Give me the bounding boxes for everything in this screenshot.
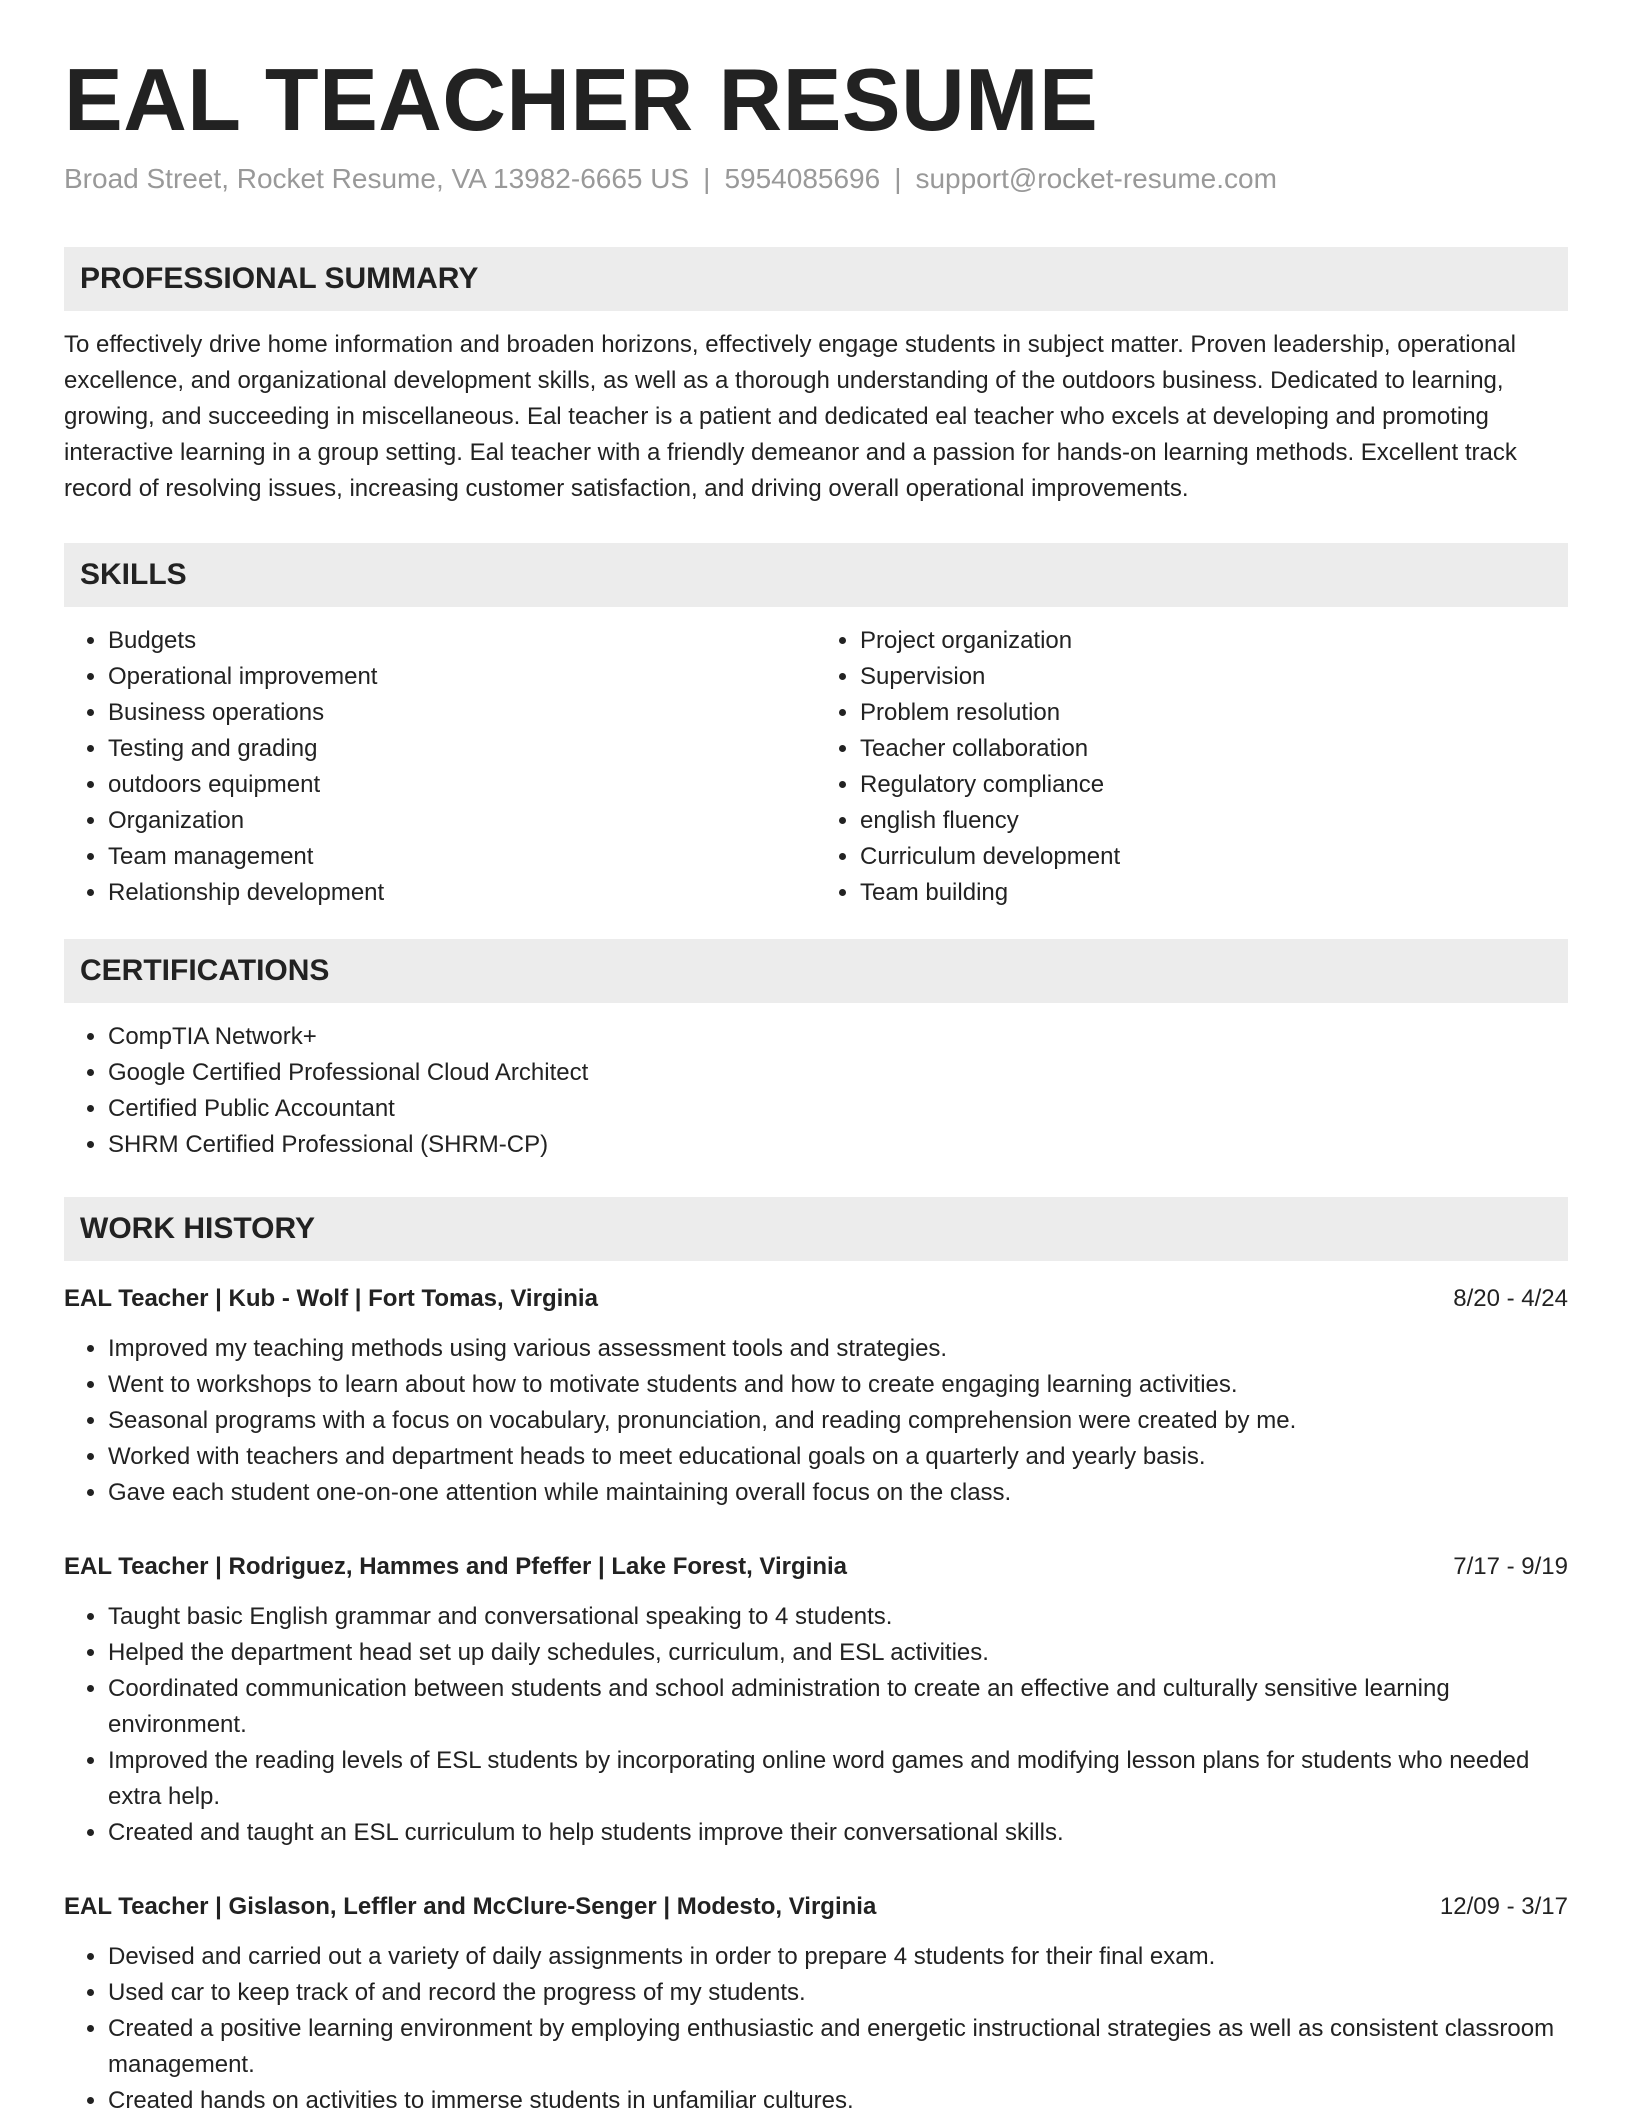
resume-title: EAL TEACHER RESUME (64, 50, 1099, 149)
job-title: EAL Teacher | Gislason, Leffler and McClure-Senger | Modesto, Virginia (64, 1892, 877, 1920)
job-bullet: • Used car to keep track of and record the progress of my students. (108, 1975, 1568, 2011)
job-bullet: • Went to workshops to learn about how to motivate students and how to create engaging learning activities. (108, 1367, 1568, 1403)
skill-item: • Budgets (108, 623, 816, 659)
certifications-list (64, 1019, 1568, 1163)
job-bullet: • Improved my teaching methods using various assessment tools and strategies. (108, 1331, 1568, 1367)
certification-item: • SHRM Certified Professional (SHRM-CP) (108, 1127, 1568, 1163)
contact-email: support@rocket-resume.com (915, 162, 1277, 194)
skill-item: • Operational improvement (108, 659, 816, 695)
job-bullets (64, 1331, 1568, 1511)
job-bullet: • Seasonal programs with a focus on vocabulary, pronunciation, and reading comprehension were created by me. (108, 1403, 1568, 1439)
job-title: EAL Teacher | Kub - Wolf | Fort Tomas, Virginia (64, 1284, 598, 1312)
skill-item: • Teacher collaboration (860, 731, 1568, 767)
certifications-heading: CERTIFICATIONS (64, 939, 1568, 1003)
certification-item: • Google Certified Professional Cloud Architect (108, 1055, 1568, 1091)
skills-right-column (816, 623, 1568, 911)
certification-item: • CompTIA Network+ (108, 1019, 1568, 1055)
certification-item: • Certified Public Accountant (108, 1091, 1568, 1127)
summary-heading: PROFESSIONAL SUMMARY (64, 247, 1568, 311)
job-bullets (64, 1939, 1568, 2119)
skill-item: • Business operations (108, 695, 816, 731)
skill-item: • Problem resolution (860, 695, 1568, 731)
skill-item: • Testing and grading (108, 731, 816, 767)
skill-item: • Supervision (860, 659, 1568, 695)
skills-left-column (64, 623, 816, 911)
skill-item: • Project organization (860, 623, 1568, 659)
job-entry (64, 1549, 1568, 1851)
job-bullet: • Helped the department head set up daily schedules, curriculum, and ESL activities. (108, 1635, 1568, 1671)
job-entry (64, 1889, 1568, 2119)
job-bullet: • Created hands on activities to immerse students in unfamiliar cultures. (108, 2083, 1568, 2119)
summary-text: To effectively drive home information and broaden horizons, effectively engage students in subject matter. Proven leadership, operational excellence, and organizational development skills, as well as a thorough understanding of the outdoors business. Dedicated to learning, growing, and succeeding in miscellaneous. Eal teacher is a patient and dedicated eal teacher who excels at developing and promoting interactive learning in a group setting. Eal teacher with a friendly demeanor and a passion for hands-on learning methods. Excellent track record of resolving issues, increasing customer satisfaction, and driving overall operational improvements. (64, 330, 1517, 502)
skill-item: • Team management (108, 839, 816, 875)
job-title: EAL Teacher | Rodriguez, Hammes and Pfeffer | Lake Forest, Virginia (64, 1552, 847, 1580)
skill-item: • Regulatory compliance (860, 767, 1568, 803)
job-header (64, 1889, 1568, 1925)
job-bullets (64, 1599, 1568, 1851)
job-bullet: • Coordinated communication between students and school administration to create an effective and culturally sensitive learning environment. (108, 1671, 1568, 1743)
skill-item: • outdoors equipment (108, 767, 816, 803)
job-bullet: • Taught basic English grammar and conversational speaking to 4 students. (108, 1599, 1568, 1635)
skills-list (64, 623, 1568, 911)
job-bullet: • Improved the reading levels of ESL students by incorporating online word games and modifying lesson plans for students who needed extra help. (108, 1743, 1568, 1815)
job-dates: 7/17 - 9/19 (1453, 1552, 1568, 1580)
job-bullet: • Devised and carried out a variety of daily assignments in order to prepare 4 students for their final exam. (108, 1939, 1568, 1975)
job-bullet: • Gave each student one-on-one attention while maintaining overall focus on the class. (108, 1475, 1568, 1511)
job-bullet: • Worked with teachers and department heads to meet educational goals on a quarterly and yearly basis. (108, 1439, 1568, 1475)
job-entry (64, 1281, 1568, 1511)
job-dates: 8/20 - 4/24 (1453, 1284, 1568, 1312)
skill-item: • Curriculum development (860, 839, 1568, 875)
job-bullet: • Created a positive learning environment by employing enthusiastic and energetic instructional strategies as well as consistent classroom management. (108, 2011, 1568, 2083)
skill-item: • Team building (860, 875, 1568, 911)
skills-heading: SKILLS (64, 543, 1568, 607)
job-header (64, 1281, 1568, 1317)
contact-separator: | (703, 162, 711, 194)
job-dates: 12/09 - 3/17 (1439, 1892, 1568, 1920)
skill-item: • Relationship development (108, 875, 816, 911)
skill-item: • english fluency (860, 803, 1568, 839)
job-bullet: • Created and taught an ESL curriculum to help students improve their conversational skills. (108, 1815, 1568, 1851)
contact-line (64, 163, 1568, 195)
contact-separator: | (894, 162, 902, 194)
contact-address: Broad Street, Rocket Resume, VA 13982-6665 US (64, 162, 690, 194)
contact-phone: 5954085696 (724, 162, 881, 194)
job-header (64, 1549, 1568, 1585)
work-history-heading: WORK HISTORY (64, 1197, 1568, 1261)
skill-item: • Organization (108, 803, 816, 839)
